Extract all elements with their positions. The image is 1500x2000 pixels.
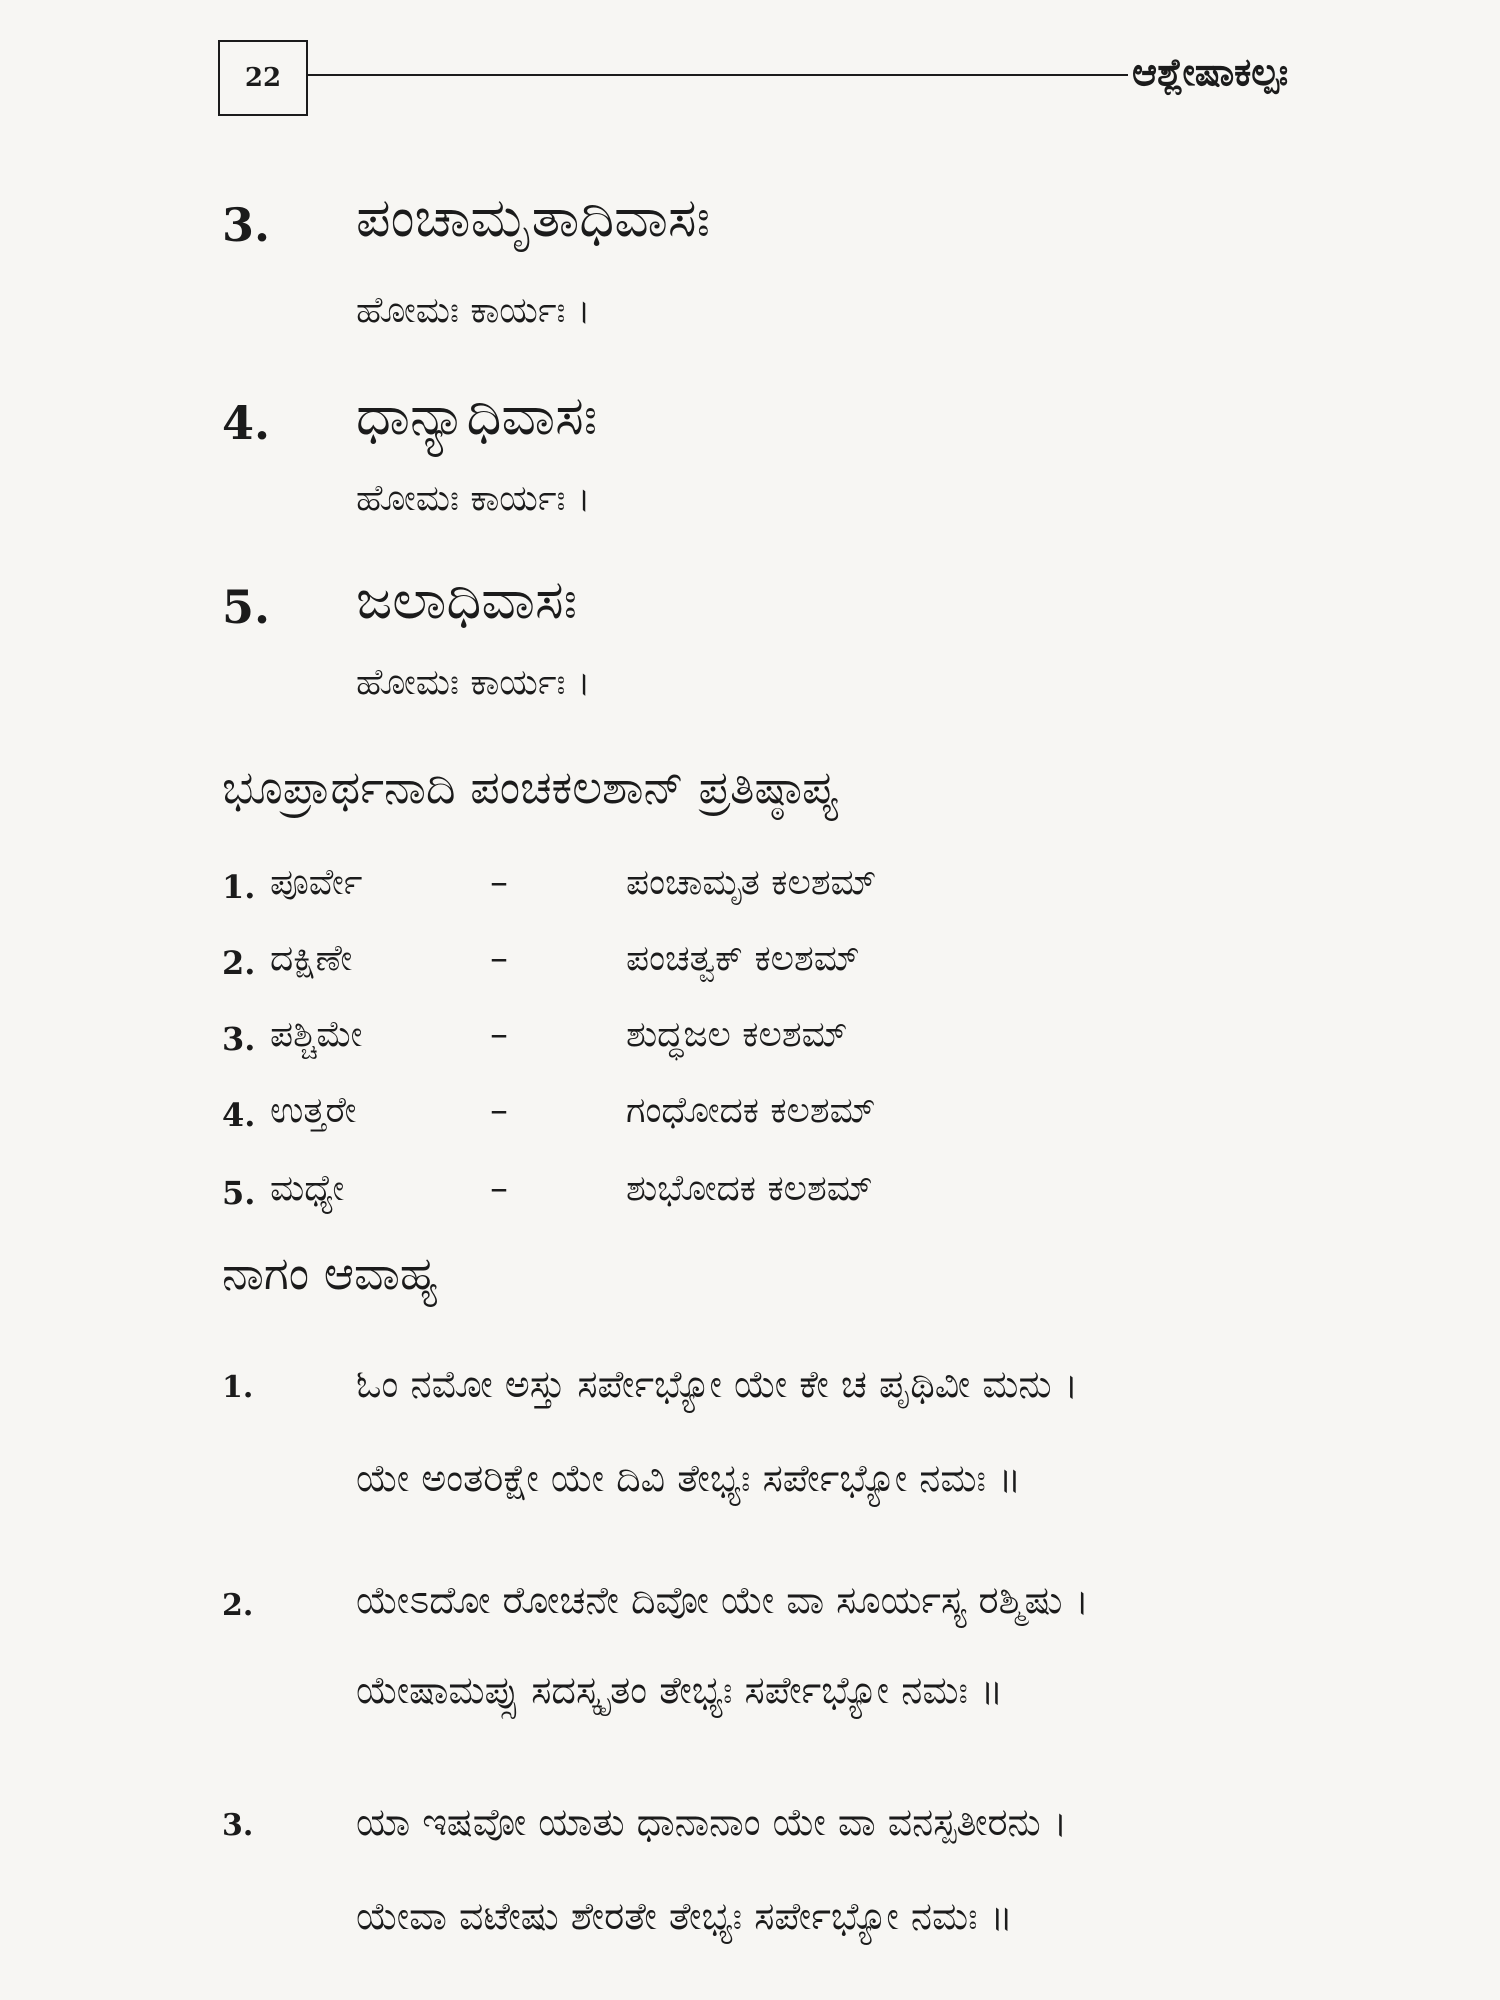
kalasha-dash: – xyxy=(490,1090,508,1131)
verse-number: 3. xyxy=(222,1808,254,1843)
section-subtext: ಹೋಮಃ ಕಾರ್ಯಃ । xyxy=(356,478,591,519)
section-title-panchamrita: ಪಂಚಾಮೃತಾಧಿವಾಸಃ xyxy=(356,186,711,249)
kalasha-number: 2. xyxy=(222,944,256,982)
kalasha-number: 5. xyxy=(222,1174,256,1212)
running-title: ಆಶ್ಲೇಷಾಕಲ್ಪಃ xyxy=(1132,50,1289,94)
kalasha-heading: ಭೂಪ್ರಾರ್ಥನಾದಿ ಪಂಚಕಲಶಾನ್ ಪ್ರತಿಷ್ಠಾಪ್ಯ xyxy=(222,760,838,814)
verse-line: ಯಾ ಇಷವೋ ಯಾತು ಧಾನಾನಾಂ ಯೇ ವಾ ವನಸ್ಪತೀರನು । xyxy=(356,1800,1068,1844)
section-title-jala: ಜಲಾಧಿವಾಸಃ xyxy=(356,568,578,631)
kalasha-dash: – xyxy=(490,862,508,903)
verse-line: ಓಂ ನಮೋ ಅಸ್ತು ಸರ್ಪೇಭ್ಯೋ ಯೇ ಕೇ ಚ ಪೃಥಿವೀ ಮನು । xyxy=(356,1362,1079,1406)
section-title-dhanya: ಧಾನ್ಯಾಧಿವಾಸಃ xyxy=(356,384,598,447)
kalasha-name: ಗಂಧೋದಕ ಕಲಶಮ್ xyxy=(626,1090,876,1131)
kalasha-direction: ಮಧ್ಯೇ xyxy=(270,1168,345,1209)
kalasha-number: 4. xyxy=(222,1096,256,1134)
section-number-5: 5. xyxy=(222,580,271,634)
kalasha-direction: ಪಶ್ಚಿಮೇ xyxy=(270,1014,363,1055)
kalasha-name: ಪಂಚತ್ವಕ್ ಕಲಶಮ್ xyxy=(626,938,860,979)
kalasha-number: 3. xyxy=(222,1020,256,1058)
kalasha-name: ಶುದ್ಧಜಲ ಕಲಶಮ್ xyxy=(626,1014,848,1055)
verse-line: ಯೇಽದೋ ರೋಚನೇ ದಿವೋ ಯೇ ವಾ ಸೂರ್ಯಸ್ಯ ರಶ್ಮಿಷು । xyxy=(356,1578,1090,1622)
kalasha-direction: ಪೂರ್ವೇ xyxy=(270,862,363,903)
kalasha-direction: ಉತ್ತರೇ xyxy=(270,1090,357,1131)
kalasha-dash: – xyxy=(490,938,508,979)
kalasha-number: 1. xyxy=(222,868,256,906)
kalasha-name: ಶುಭೋದಕ ಕಲಶಮ್ xyxy=(626,1168,873,1209)
section-number-3: 3. xyxy=(222,198,271,252)
section-subtext: ಹೋಮಃ ಕಾರ್ಯಃ । xyxy=(356,290,591,331)
verse-number: 1. xyxy=(222,1370,254,1405)
kalasha-name: ಪಂಚಾಮೃತ ಕಲಶಮ್ xyxy=(626,862,877,903)
kalasha-dash: – xyxy=(490,1168,508,1209)
verse-number: 2. xyxy=(222,1588,254,1623)
kalasha-dash: – xyxy=(490,1014,508,1055)
section-number-4: 4. xyxy=(222,396,271,450)
section-subtext: ಹೋಮಃ ಕಾರ್ಯಃ । xyxy=(356,662,591,703)
naga-heading: ನಾಗಂ ಆವಾಹ್ಯ xyxy=(222,1246,439,1300)
kalasha-direction: ದಕ್ಷಿಣೇ xyxy=(270,938,353,979)
verse-line: ಯೇಷಾಮಪ್ಸು ಸದಸ್ಕೃತಂ ತೇಭ್ಯಃ ಸರ್ಪೇಭ್ಯೋ ನಮಃ ॥ xyxy=(356,1668,1004,1712)
page-number: 22 xyxy=(218,40,308,116)
verse-line: ಯೇ ಅಂತರಿಕ್ಷೇ ಯೇ ದಿವಿ ತೇಭ್ಯಃ ಸರ್ಪೇಭ್ಯೋ ನಮಃ ॥ xyxy=(356,1456,1022,1500)
header-rule xyxy=(308,74,1128,76)
verse-line: ಯೇವಾ ವಟೇಷು ಶೇರತೇ ತೇಭ್ಯಃ ಸರ್ಪೇಭ್ಯೋ ನಮಃ ॥ xyxy=(356,1894,1013,1938)
